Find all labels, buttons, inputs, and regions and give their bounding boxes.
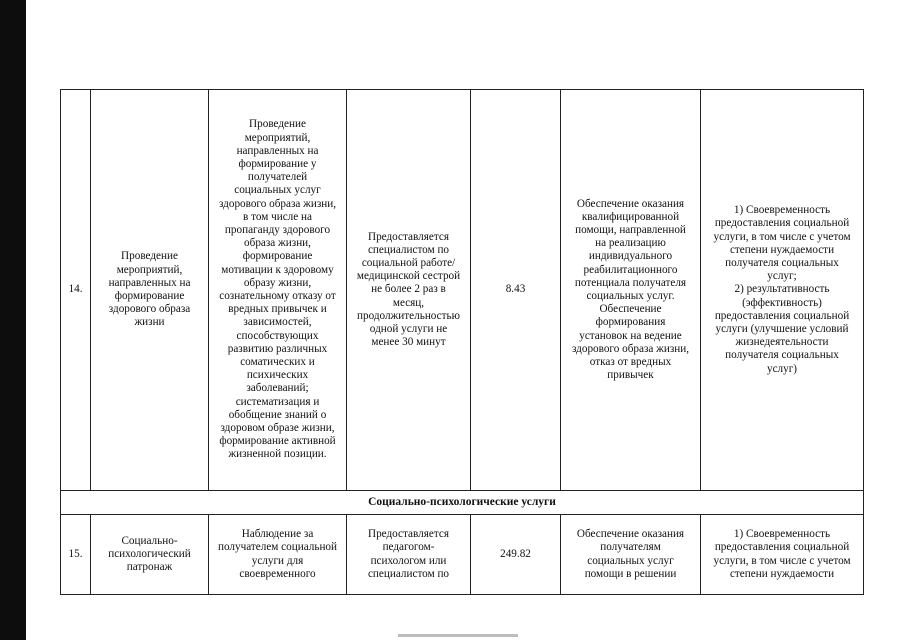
service-quality: Обеспечение оказания квалифицированной помощи, направленной на реализацию индивидуального реабилитационного потенциала получателя социальных услуг. Обеспечение формирования установок на ведение здорового образа жизни, отказ от вредных привычек bbox=[561, 90, 701, 491]
row-number: 15. bbox=[61, 515, 91, 595]
service-tariff: 249.82 bbox=[471, 515, 561, 595]
service-evaluation: 1) Своевременность предоставления социальной услуги, в том числе с учетом степени нуждаемости bbox=[701, 515, 864, 595]
service-name: Социально- психологический патронаж bbox=[91, 515, 209, 595]
service-tariff: 8.43 bbox=[471, 90, 561, 491]
section-row bbox=[61, 491, 864, 515]
services-table bbox=[60, 89, 864, 595]
service-name: Проведение мероприятий, направленных на формирование здорового образа жизни bbox=[91, 90, 209, 491]
service-conditions: Предоставляется педагогом- психологом или специалистом по bbox=[347, 515, 471, 595]
service-description: Наблюдение за получателем социальной услуги для своевременного bbox=[209, 515, 347, 595]
row-number: 14. bbox=[61, 90, 91, 491]
section-heading: Социально-психологические услуги bbox=[61, 491, 864, 515]
table-row bbox=[61, 515, 864, 595]
service-evaluation: 1) Своевременность предоставления социальной услуги, в том числе с учетом степени нуждаемости получателя социальных услуг; 2) результативность (эффективность) предоставления социальной услуги (улучшение условий жизнедеятельности получателя социальных услуг) bbox=[701, 90, 864, 491]
service-conditions: Предоставляется специалистом по социальной работе/ медицинской сестрой не более 2 раз в месяц, продолжительностью одной услуги не менее 30 минут bbox=[347, 90, 471, 491]
scan-artifact bbox=[398, 634, 518, 637]
scan-dark-margin bbox=[0, 0, 26, 640]
service-quality: Обеспечение оказания получателям социальных услуг помощи в решении bbox=[561, 515, 701, 595]
table-row bbox=[61, 90, 864, 491]
service-description: Проведение мероприятий, направленных на формирование у получателей социальных услуг здорового образа жизни, в том числе на пропаганду здорового образа жизни, формирование мотивации к здоровому образу жизни, сознательному отказу от вредных привычек и зависимостей, способствующих развитию различных соматических и психических заболеваний; систематизация и обобщение знаний о здоровом образе жизни, формирование активной жизненной позиции. bbox=[209, 90, 347, 491]
